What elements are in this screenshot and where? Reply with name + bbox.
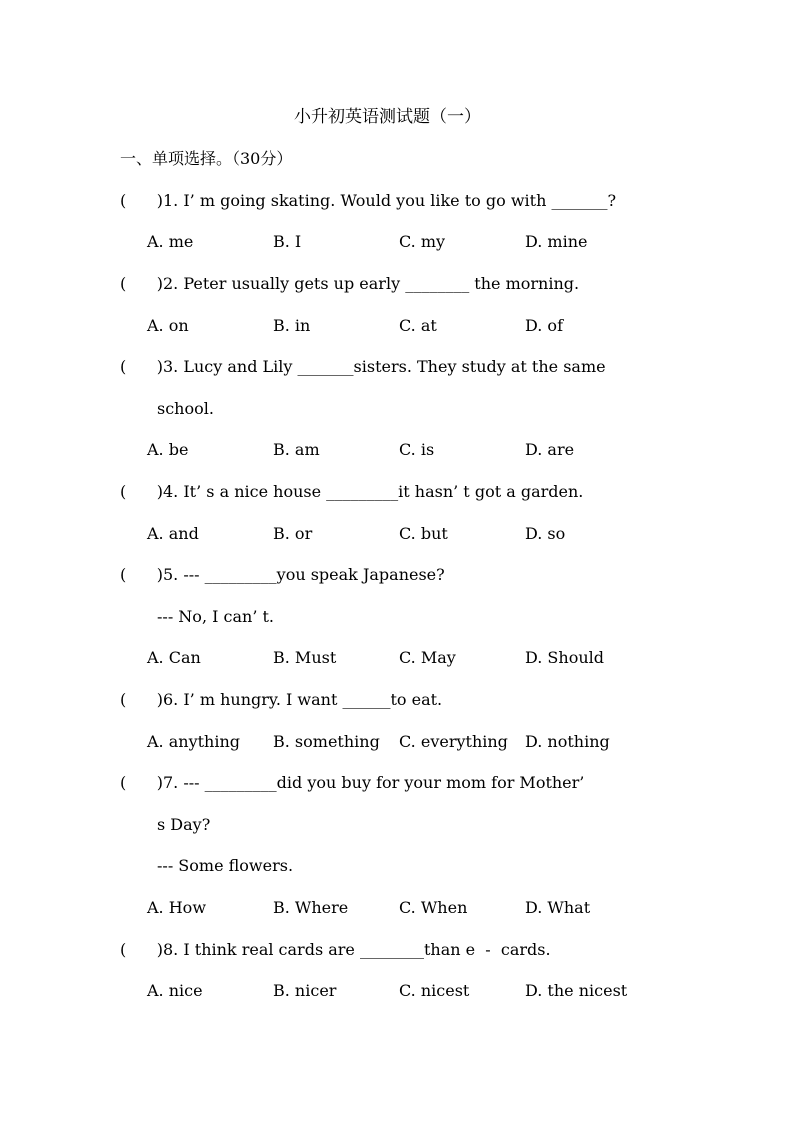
option-a: A. be: [147, 440, 189, 459]
option-c: C. but: [399, 524, 448, 543]
option-d: D. the nicest: [525, 981, 628, 1000]
option-d: D. so: [525, 524, 566, 543]
option-d: D. are: [525, 440, 575, 459]
section-heading: 一、单项选择。（30分）: [120, 149, 293, 168]
question-continuation: school.: [157, 399, 214, 418]
question-stem: ( )7. --- _________did you buy for your mom for Mother’: [120, 773, 585, 792]
option-c: C. When: [399, 898, 468, 917]
question-continuation: --- No, I can’ t.: [157, 607, 275, 626]
option-c: C. my: [399, 232, 446, 251]
option-d: D. What: [525, 898, 591, 917]
option-a: A. and: [147, 524, 199, 543]
option-c: C. May: [399, 648, 456, 667]
option-b: B. am: [273, 440, 320, 459]
question-stem: ( )2. Peter usually gets up early ________ the morning.: [120, 274, 580, 293]
question-stem: ( )1. I’ m going skating. Would you like to go with _______?: [120, 191, 617, 210]
question-continuation: s Day?: [157, 815, 211, 834]
option-c: C. everything: [399, 732, 508, 751]
page-title: 小升初英语测试题（一）: [294, 107, 481, 127]
option-a: A. on: [147, 316, 189, 335]
option-c: C. is: [399, 440, 435, 459]
option-d: D. Should: [525, 648, 604, 667]
option-b: B. something: [273, 732, 380, 751]
option-b: B. Must: [273, 648, 337, 667]
option-a: A. How: [147, 898, 207, 917]
option-d: D. nothing: [525, 732, 610, 751]
option-b: B. in: [273, 316, 311, 335]
option-d: D. mine: [525, 232, 588, 251]
option-b: B. Where: [273, 898, 349, 917]
option-d: D. of: [525, 316, 563, 335]
option-b: B. or: [273, 524, 313, 543]
option-a: A. anything: [147, 732, 241, 751]
option-a: A. nice: [147, 981, 203, 1000]
question-stem: ( )8. I think real cards are ________than e - cards.: [120, 940, 551, 959]
question-stem: ( )3. Lucy and Lily _______sisters. They study at the same: [120, 357, 606, 376]
option-c: C. nicest: [399, 981, 470, 1000]
option-c: C. at: [399, 316, 437, 335]
question-stem: ( )5. --- _________you speak Japanese?: [120, 565, 445, 584]
option-a: A. Can: [147, 648, 201, 667]
option-a: A. me: [147, 232, 194, 251]
question-stem: ( )4. It’ s a nice house _________it hasn’ t got a garden.: [120, 482, 584, 501]
question-continuation: --- Some flowers.: [157, 856, 294, 875]
question-stem: ( )6. I’ m hungry. I want ______to eat.: [120, 690, 443, 709]
option-b: B. I: [273, 232, 302, 251]
option-b: B. nicer: [273, 981, 337, 1000]
